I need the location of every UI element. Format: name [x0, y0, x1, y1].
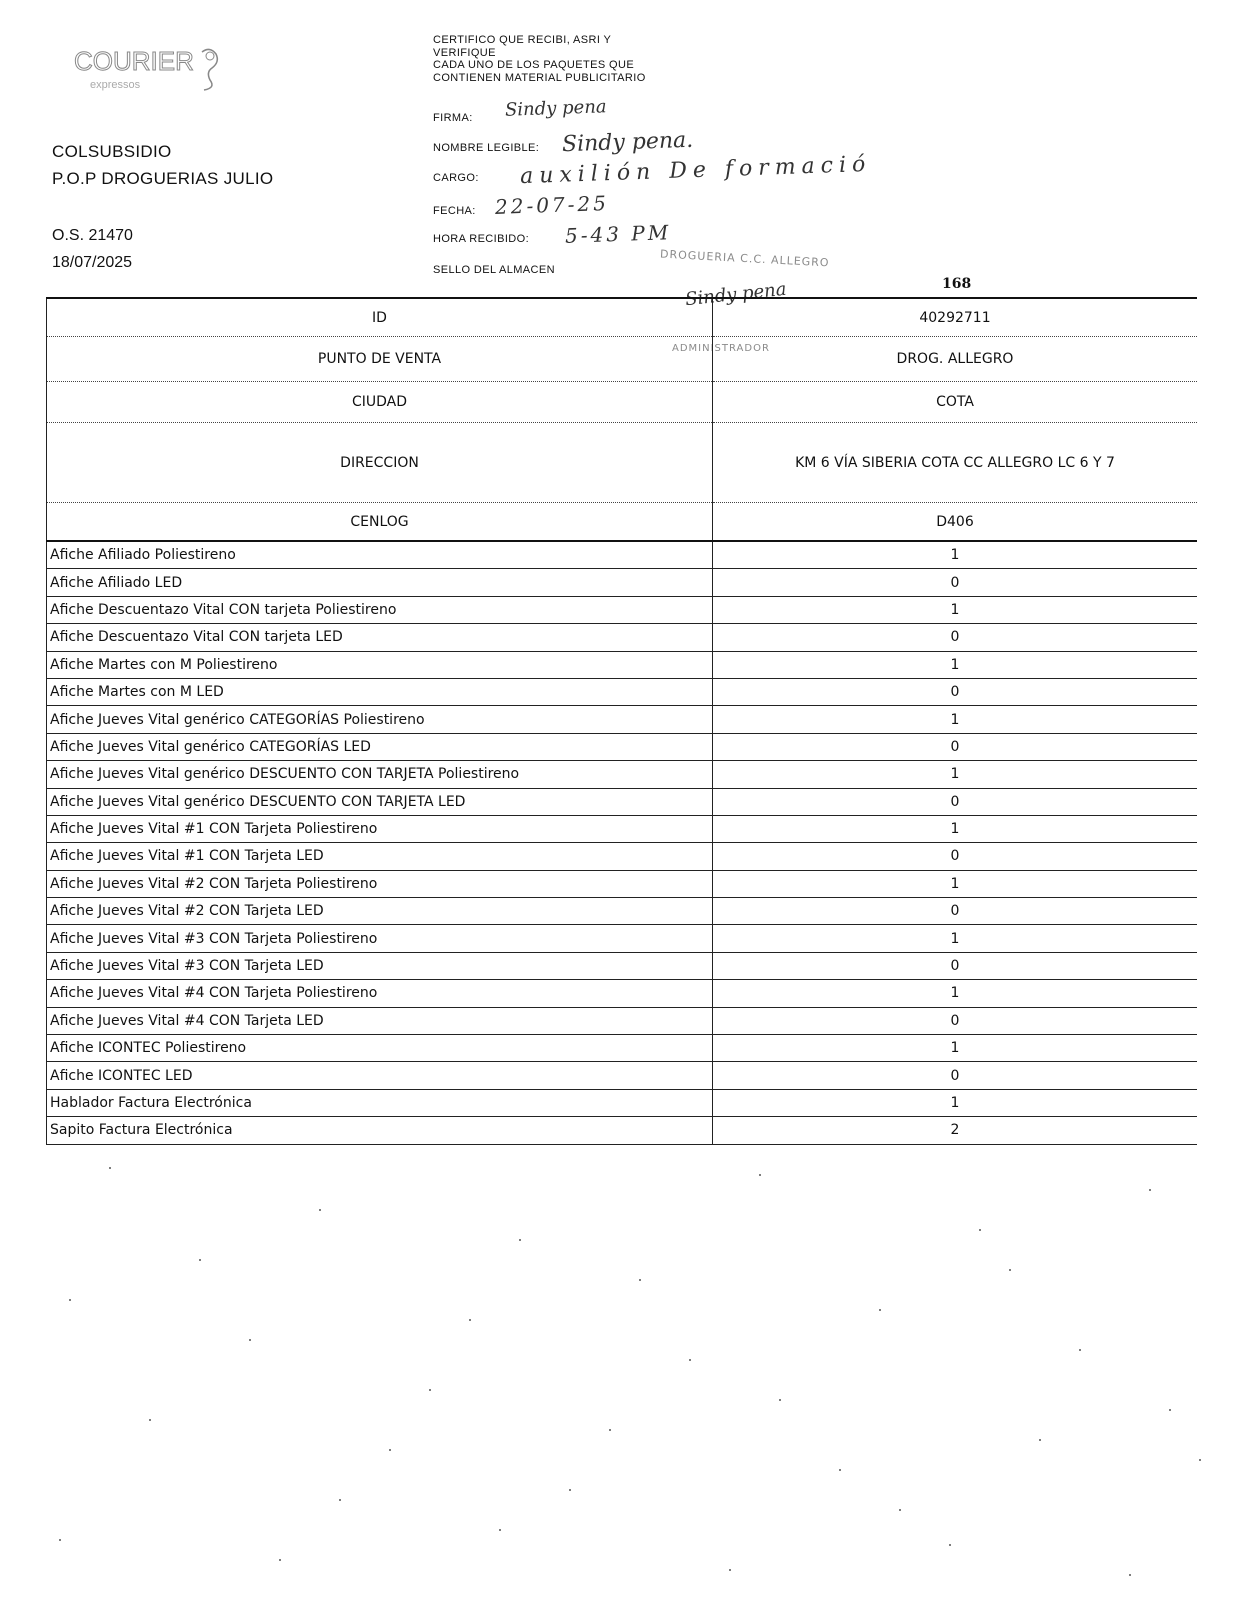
item-quantity: 0 [713, 1062, 1198, 1089]
hora-value: 5-43 PM [564, 220, 672, 248]
table-row [47, 870, 1198, 897]
table-row [47, 1117, 1198, 1144]
item-label: Afiche Afiliado Poliestireno [47, 541, 713, 569]
company-name: COLSUBSIDIO [52, 142, 172, 161]
item-quantity: 1 [713, 541, 1198, 569]
item-quantity: 1 [713, 761, 1198, 788]
courier-logo-mark [70, 40, 240, 100]
item-quantity: 0 [713, 898, 1198, 925]
item-label: Afiche Jueves Vital genérico DESCUENTO CON TARJETA LED [47, 788, 713, 815]
cert-line-1: CERTIFICO QUE RECIBI, ASRI Y [433, 34, 612, 46]
program-name: P.O.P DROGUERIAS JULIO [52, 169, 274, 188]
header-value: D406 [713, 503, 1198, 542]
item-label: Afiche ICONTEC LED [47, 1062, 713, 1089]
item-quantity: 0 [713, 788, 1198, 815]
item-label: Afiche Descuentazo Vital CON tarjeta Poliestireno [47, 596, 713, 623]
table-row [47, 980, 1198, 1007]
table-row [47, 952, 1198, 979]
item-quantity: 1 [713, 1089, 1198, 1116]
cert-line-3: CADA UNO DE LOS PAQUETES QUE [433, 59, 635, 71]
item-quantity: 1 [713, 815, 1198, 842]
cert-line-4: CONTIENEN MATERIAL PUBLICITARIO [433, 71, 646, 84]
courier-logo [70, 40, 240, 100]
table-row [47, 761, 1198, 788]
item-quantity: 1 [713, 651, 1198, 678]
header-row-punto-de-venta [47, 337, 1198, 382]
item-label: Afiche Jueves Vital #4 CON Tarjeta LED [47, 1007, 713, 1034]
table-row [47, 1089, 1198, 1116]
item-quantity: 2 [713, 1117, 1198, 1144]
item-quantity: 1 [713, 870, 1198, 897]
cargo-value: auxilión De formació [519, 151, 872, 190]
item-label: Afiche Jueves Vital #4 CON Tarjeta Poliestireno [47, 980, 713, 1007]
fecha-value: 22-07-25 [494, 191, 610, 219]
sello-label: SELLO DEL ALMACEN [433, 264, 555, 276]
fecha-label: FECHA: [433, 205, 476, 217]
header-label: CENLOG [47, 503, 713, 542]
item-quantity: 1 [713, 980, 1198, 1007]
table-row [47, 596, 1198, 623]
nombre-label: NOMBRE LEGIBLE: [433, 142, 540, 154]
order-block [52, 222, 133, 276]
item-label: Afiche Afiliado LED [47, 569, 713, 596]
item-quantity: 0 [713, 624, 1198, 651]
item-label: Afiche Jueves Vital #3 CON Tarjeta LED [47, 952, 713, 979]
table-row [47, 706, 1198, 733]
store-stamp-name: DROGUERIA C.C. ALLEGRO [659, 247, 830, 270]
header-row-ciudad [47, 382, 1198, 423]
item-label: Afiche ICONTEC Poliestireno [47, 1035, 713, 1062]
store-stamp-role: ADMINISTRADOR [672, 343, 770, 354]
item-label: Afiche Jueves Vital genérico CATEGORÍAS Poliestireno [47, 706, 713, 733]
item-label: Afiche Descuentazo Vital CON tarjeta LED [47, 624, 713, 651]
item-quantity: 0 [713, 1007, 1198, 1034]
stamp-signature: Sindy pena [684, 278, 788, 311]
item-quantity: 1 [713, 706, 1198, 733]
table-row [47, 1062, 1198, 1089]
item-label: Afiche Jueves Vital #1 CON Tarjeta Poliestireno [47, 815, 713, 842]
item-quantity: 0 [713, 678, 1198, 705]
logo-text: COURIER [74, 46, 194, 76]
certificate-statement [433, 34, 646, 84]
header-label: CIUDAD [47, 382, 713, 423]
header-row-direccion [47, 423, 1198, 503]
table-row [47, 788, 1198, 815]
item-quantity: 0 [713, 952, 1198, 979]
table-row [47, 898, 1198, 925]
item-label: Afiche Martes con M Poliestireno [47, 651, 713, 678]
header-value: COTA [713, 382, 1198, 423]
order-number: O.S. 21470 [52, 227, 133, 244]
table-row [47, 815, 1198, 842]
item-label: Afiche Jueves Vital #1 CON Tarjeta LED [47, 843, 713, 870]
order-date: 18/07/2025 [52, 254, 133, 271]
firma-signature: Sindy pena [504, 96, 607, 121]
table-row [47, 541, 1198, 569]
table-row [47, 651, 1198, 678]
header-label: ID [47, 298, 713, 337]
item-quantity: 0 [713, 733, 1198, 760]
material-table [46, 297, 1197, 1145]
cargo-label: CARGO: [433, 172, 479, 184]
logo-subtext: expressos [90, 79, 141, 91]
item-quantity: 1 [713, 925, 1198, 952]
table-row [47, 843, 1198, 870]
company-block [52, 138, 273, 192]
item-label: Afiche Jueves Vital genérico DESCUENTO CON TARJETA Poliestireno [47, 761, 713, 788]
firma-label: FIRMA: [433, 112, 473, 124]
item-label: Afiche Jueves Vital #3 CON Tarjeta Poliestireno [47, 925, 713, 952]
table-row [47, 1035, 1198, 1062]
cert-line-2: VERIFIQUE [433, 46, 496, 59]
table-row [47, 624, 1198, 651]
hora-label: HORA RECIBIDO: [433, 233, 530, 245]
page-number: 168 [942, 276, 972, 292]
header-row-cenlog [47, 503, 1198, 542]
item-label: Afiche Jueves Vital #2 CON Tarjeta LED [47, 898, 713, 925]
table-row [47, 678, 1198, 705]
header-label: PUNTO DE VENTA [47, 337, 713, 382]
header-value: 40292711 [713, 298, 1198, 337]
item-label: Hablador Factura Electrónica [47, 1089, 713, 1116]
table-row [47, 733, 1198, 760]
table-row [47, 569, 1198, 596]
item-quantity: 0 [713, 569, 1198, 596]
table-row [47, 925, 1198, 952]
item-label: Afiche Jueves Vital #2 CON Tarjeta Poliestireno [47, 870, 713, 897]
nombre-value: Sindy pena. [561, 127, 694, 158]
header-value: KM 6 VÍA SIBERIA COTA CC ALLEGRO LC 6 Y 7 [713, 423, 1198, 503]
item-quantity: 1 [713, 1035, 1198, 1062]
header-row-id [47, 298, 1198, 337]
item-quantity: 0 [713, 843, 1198, 870]
item-quantity: 1 [713, 596, 1198, 623]
item-label: Afiche Jueves Vital genérico CATEGORÍAS LED [47, 733, 713, 760]
header-value: DROG. ALLEGRO [713, 337, 1198, 382]
table-row [47, 1007, 1198, 1034]
header-label: DIRECCION [47, 423, 713, 503]
item-label: Sapito Factura Electrónica [47, 1117, 713, 1144]
item-label: Afiche Martes con M LED [47, 678, 713, 705]
